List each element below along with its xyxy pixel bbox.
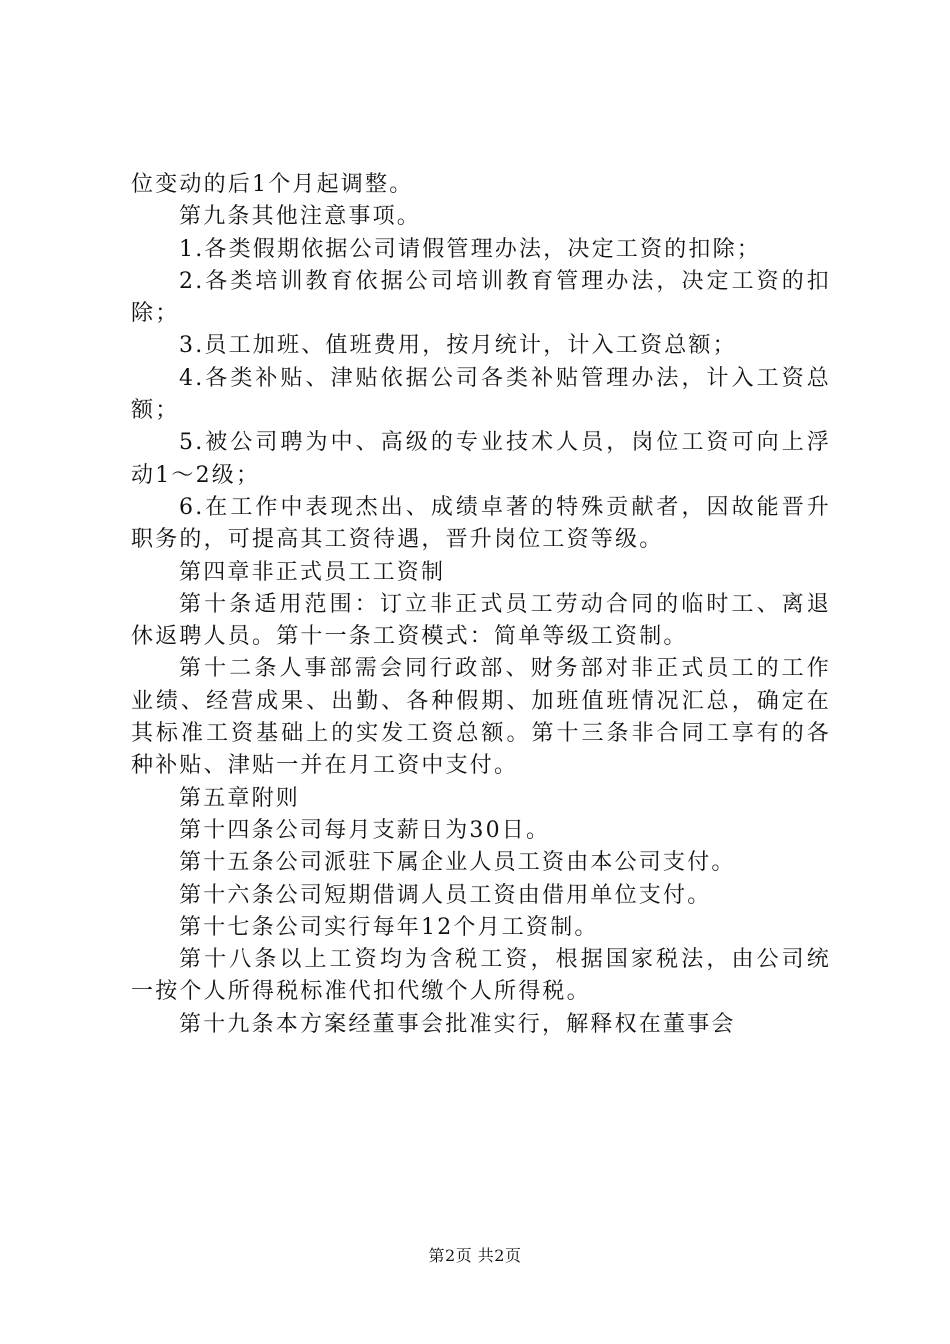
paragraph: 第十四条公司每月支薪日为30日。 bbox=[179, 817, 551, 843]
page-total: 共2页 bbox=[477, 1246, 522, 1265]
page-number: 第2页 bbox=[428, 1246, 473, 1265]
paragraph: 5.被公司聘为中、高级的专业技术人员，岗位工资可向上浮动1～2级； bbox=[131, 430, 831, 488]
paragraph: 第十九条本方案经董事会批准实行，解释权在董事会 bbox=[179, 1011, 736, 1037]
chapter-heading: 第四章非正式员工工资制 bbox=[179, 559, 446, 585]
paragraph: 1.各类假期依据公司请假管理办法，决定工资的扣除； bbox=[179, 236, 761, 262]
paragraph: 4.各类补贴、津贴依据公司各类补贴管理办法，计入工资总额； bbox=[131, 365, 831, 424]
chapter-heading: 第五章附则 bbox=[179, 785, 301, 811]
page-footer bbox=[0, 1243, 950, 1266]
paragraph: 第十八条以上工资均为含税工资，根据国家税法，由公司统一按个人所得税标准代扣代缴个人所得税。 bbox=[131, 947, 831, 1005]
paragraph: 2.各类培训教育依据公司培训教育管理办法，决定工资的扣除； bbox=[131, 268, 831, 327]
paragraph: 第十五条公司派驻下属企业人员工资由本公司支付。 bbox=[179, 850, 736, 876]
document-body bbox=[131, 169, 831, 1041]
paragraph: 第十七条公司实行每年12个月工资制。 bbox=[179, 914, 599, 940]
paragraph: 3.员工加班、值班费用，按月统计，计入工资总额； bbox=[179, 333, 737, 359]
paragraph: 6.在工作中表现杰出、成绩卓著的特殊贡献者，因故能晋升职务的，可提高其工资待遇，晋升岗位工资等级。 bbox=[131, 494, 831, 553]
paragraph: 第十六条公司短期借调人员工资由借用单位支付。 bbox=[179, 882, 712, 908]
paragraph: 第十二条人事部需会同行政部、财务部对非正式员工的工作业绩、经营成果、出勤、各种假期、加班值班情况汇总，确定在其标准工资基础上的实发工资总额。第十三条非合同工享有的各种补贴、津贴一并在月工资中支付。 bbox=[131, 656, 831, 779]
paragraph: 第十条适用范围：订立非正式员工劳动合同的临时工、离退休返聘人员。第十一条工资模式：简单等级工资制。 bbox=[131, 591, 831, 650]
paragraph: 第九条其他注意事项。 bbox=[179, 204, 422, 230]
paragraph: 位变动的后1个月起调整。 bbox=[131, 172, 414, 197]
